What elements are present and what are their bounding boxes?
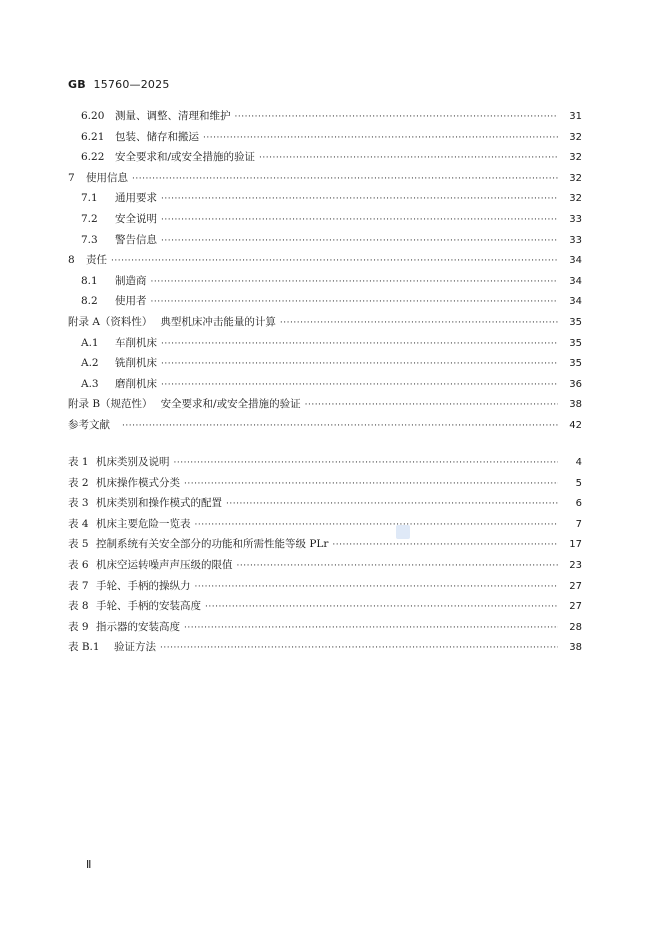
standard-header	[68, 78, 170, 91]
page-ref: 32	[569, 193, 582, 205]
toc-title: 使用信息	[86, 171, 128, 184]
toc-title: 通用要求	[115, 192, 157, 205]
toc-number: A.2	[81, 357, 99, 370]
page-ref: 7	[575, 518, 582, 530]
toc-title: 使用者	[115, 295, 147, 308]
toc-title: 安全说明	[115, 213, 157, 225]
toc-number: 8.1	[81, 274, 98, 287]
page-ref: 35	[569, 358, 582, 370]
table-number: 表 B.1	[68, 641, 100, 654]
dot-leader	[160, 640, 558, 656]
toc-title: 测量、调整、清理和维护	[115, 110, 231, 122]
toc-number: 7.2	[81, 213, 98, 225]
table-title: 手轮、手柄的安装高度	[96, 600, 201, 613]
dot-leader	[161, 191, 558, 207]
dot-leader	[184, 476, 558, 492]
dot-leader	[132, 171, 558, 187]
page-ref: 31	[569, 111, 582, 122]
toc-number: 附录 A（资料性）	[68, 316, 153, 328]
dot-leader	[259, 150, 558, 166]
page-ref: 34	[569, 296, 582, 308]
toc-item[interactable]	[68, 355, 582, 371]
table-title: 手轮、手柄的操纵力	[96, 579, 191, 592]
table-number: 表 4	[68, 517, 89, 530]
toc-item[interactable]	[68, 314, 582, 330]
table-title: 机床操作模式分类	[96, 476, 180, 489]
dot-leader	[161, 356, 558, 372]
table-title: 验证方法	[114, 641, 156, 654]
table-list-item[interactable]	[68, 639, 582, 655]
page-ref: 38	[569, 399, 582, 411]
toc-item[interactable]	[68, 252, 582, 268]
dot-leader	[174, 455, 559, 471]
page-ref: 33	[569, 214, 582, 225]
dot-leader	[203, 130, 558, 146]
table-list-item[interactable]	[68, 454, 582, 470]
table-list-item[interactable]	[68, 536, 582, 552]
table-title: 机床主要危险一览表	[96, 517, 191, 530]
toc-item[interactable]	[68, 170, 582, 186]
watermark-mark	[396, 525, 410, 539]
table-list-item[interactable]	[68, 578, 582, 594]
toc-item[interactable]	[68, 211, 582, 227]
page-ref: 35	[569, 337, 582, 349]
dot-leader	[237, 558, 559, 574]
page-ref: 5	[575, 477, 582, 489]
page-ref: 27	[569, 601, 582, 613]
table-number: 表 8	[68, 600, 89, 613]
toc-title: 车削机床	[115, 336, 157, 349]
table-number: 表 1	[68, 456, 89, 468]
table-title: 控制系统有关安全部分的功能和所需性能等级 PLr	[96, 538, 329, 551]
dot-leader	[161, 212, 558, 228]
toc-number: 参考文献	[68, 419, 110, 431]
page-ref: 4	[575, 457, 582, 468]
toc-title: 警告信息	[115, 233, 157, 246]
page-number: Ⅱ	[86, 858, 92, 871]
dot-leader	[184, 620, 558, 636]
toc-title: 典型机床冲击能量的计算	[160, 316, 276, 328]
table-number: 表 5	[68, 538, 89, 551]
toc-item[interactable]	[68, 293, 582, 309]
table-number: 表 2	[68, 476, 89, 489]
toc-title: 安全要求和/或安全措施的验证	[160, 398, 301, 411]
toc-item[interactable]	[68, 273, 582, 289]
dot-leader	[226, 496, 558, 512]
dot-leader	[280, 315, 558, 331]
table-list-item[interactable]	[68, 495, 582, 511]
page-ref: 27	[569, 580, 582, 592]
dot-leader	[151, 274, 559, 290]
page-ref: 38	[569, 642, 582, 654]
dot-leader	[161, 233, 558, 249]
table-list-item[interactable]	[68, 516, 582, 532]
toc-number: 7.1	[81, 192, 98, 205]
toc-number: 7.3	[81, 233, 98, 246]
toc-item[interactable]	[68, 129, 582, 145]
toc-number: 7	[68, 171, 75, 184]
toc-item[interactable]	[68, 376, 582, 392]
toc-item[interactable]	[68, 108, 582, 124]
toc-item[interactable]	[68, 149, 582, 165]
toc-number: 8.2	[81, 295, 98, 308]
dot-leader	[205, 599, 558, 615]
table-list-item[interactable]	[68, 619, 582, 635]
table-title: 机床类别及说明	[96, 456, 170, 468]
toc-item[interactable]	[68, 335, 582, 351]
page-ref: 32	[569, 131, 582, 143]
dot-leader	[161, 336, 558, 352]
toc-number: A.3	[81, 377, 99, 390]
table-title: 指示器的安装高度	[96, 620, 180, 633]
dot-leader	[332, 537, 558, 553]
toc-item[interactable]	[68, 190, 582, 206]
toc-item[interactable]	[68, 232, 582, 248]
toc-title: 铣削机床	[115, 357, 157, 370]
toc-number: A.1	[81, 336, 99, 349]
toc-item[interactable]	[68, 417, 582, 433]
toc-title: 制造商	[115, 274, 147, 287]
page-ref: 32	[569, 152, 582, 164]
toc-number: 8	[68, 254, 75, 267]
page-ref: 6	[575, 498, 582, 510]
toc-title: 责任	[86, 254, 107, 267]
table-number: 表 3	[68, 497, 89, 510]
toc-number: 6.22	[81, 151, 105, 164]
page-ref: 33	[569, 234, 582, 246]
dot-leader	[122, 418, 558, 434]
dot-leader	[111, 253, 558, 269]
toc-number: 6.20	[81, 110, 105, 122]
page-ref: 34	[569, 255, 582, 267]
toc-item[interactable]	[68, 396, 582, 412]
dot-leader	[195, 517, 559, 533]
toc-title: 安全要求和/或安全措施的验证	[115, 151, 256, 164]
dot-leader	[151, 294, 559, 310]
toc-number: 6.21	[81, 130, 105, 143]
toc-title: 磨削机床	[115, 377, 157, 390]
dot-leader	[305, 397, 558, 413]
page-ref: 36	[569, 378, 582, 390]
standard-prefix: GB	[68, 78, 86, 91]
table-number: 表 9	[68, 620, 89, 633]
page-ref: 17	[569, 539, 582, 551]
table-list-item[interactable]	[68, 557, 582, 573]
table-list-item[interactable]	[68, 598, 582, 614]
page-ref: 35	[569, 317, 582, 328]
toc-number: 附录 B（规范性）	[68, 398, 153, 411]
dot-leader	[195, 579, 559, 595]
page-ref: 34	[569, 275, 582, 287]
table-title: 机床类别和操作模式的配置	[96, 497, 222, 510]
page-ref: 28	[569, 621, 582, 633]
table-number: 表 6	[68, 559, 89, 571]
page-ref: 32	[569, 172, 582, 184]
page-ref: 23	[569, 560, 582, 571]
table-number: 表 7	[68, 579, 89, 592]
table-list-item[interactable]	[68, 475, 582, 491]
standard-number: 15760—2025	[93, 78, 170, 91]
dot-leader	[235, 109, 559, 125]
page-ref: 42	[569, 420, 582, 431]
table-title: 机床空运转噪声声压级的限值	[96, 559, 233, 571]
dot-leader	[161, 377, 558, 393]
toc-title: 包装、储存和搬运	[115, 130, 199, 143]
